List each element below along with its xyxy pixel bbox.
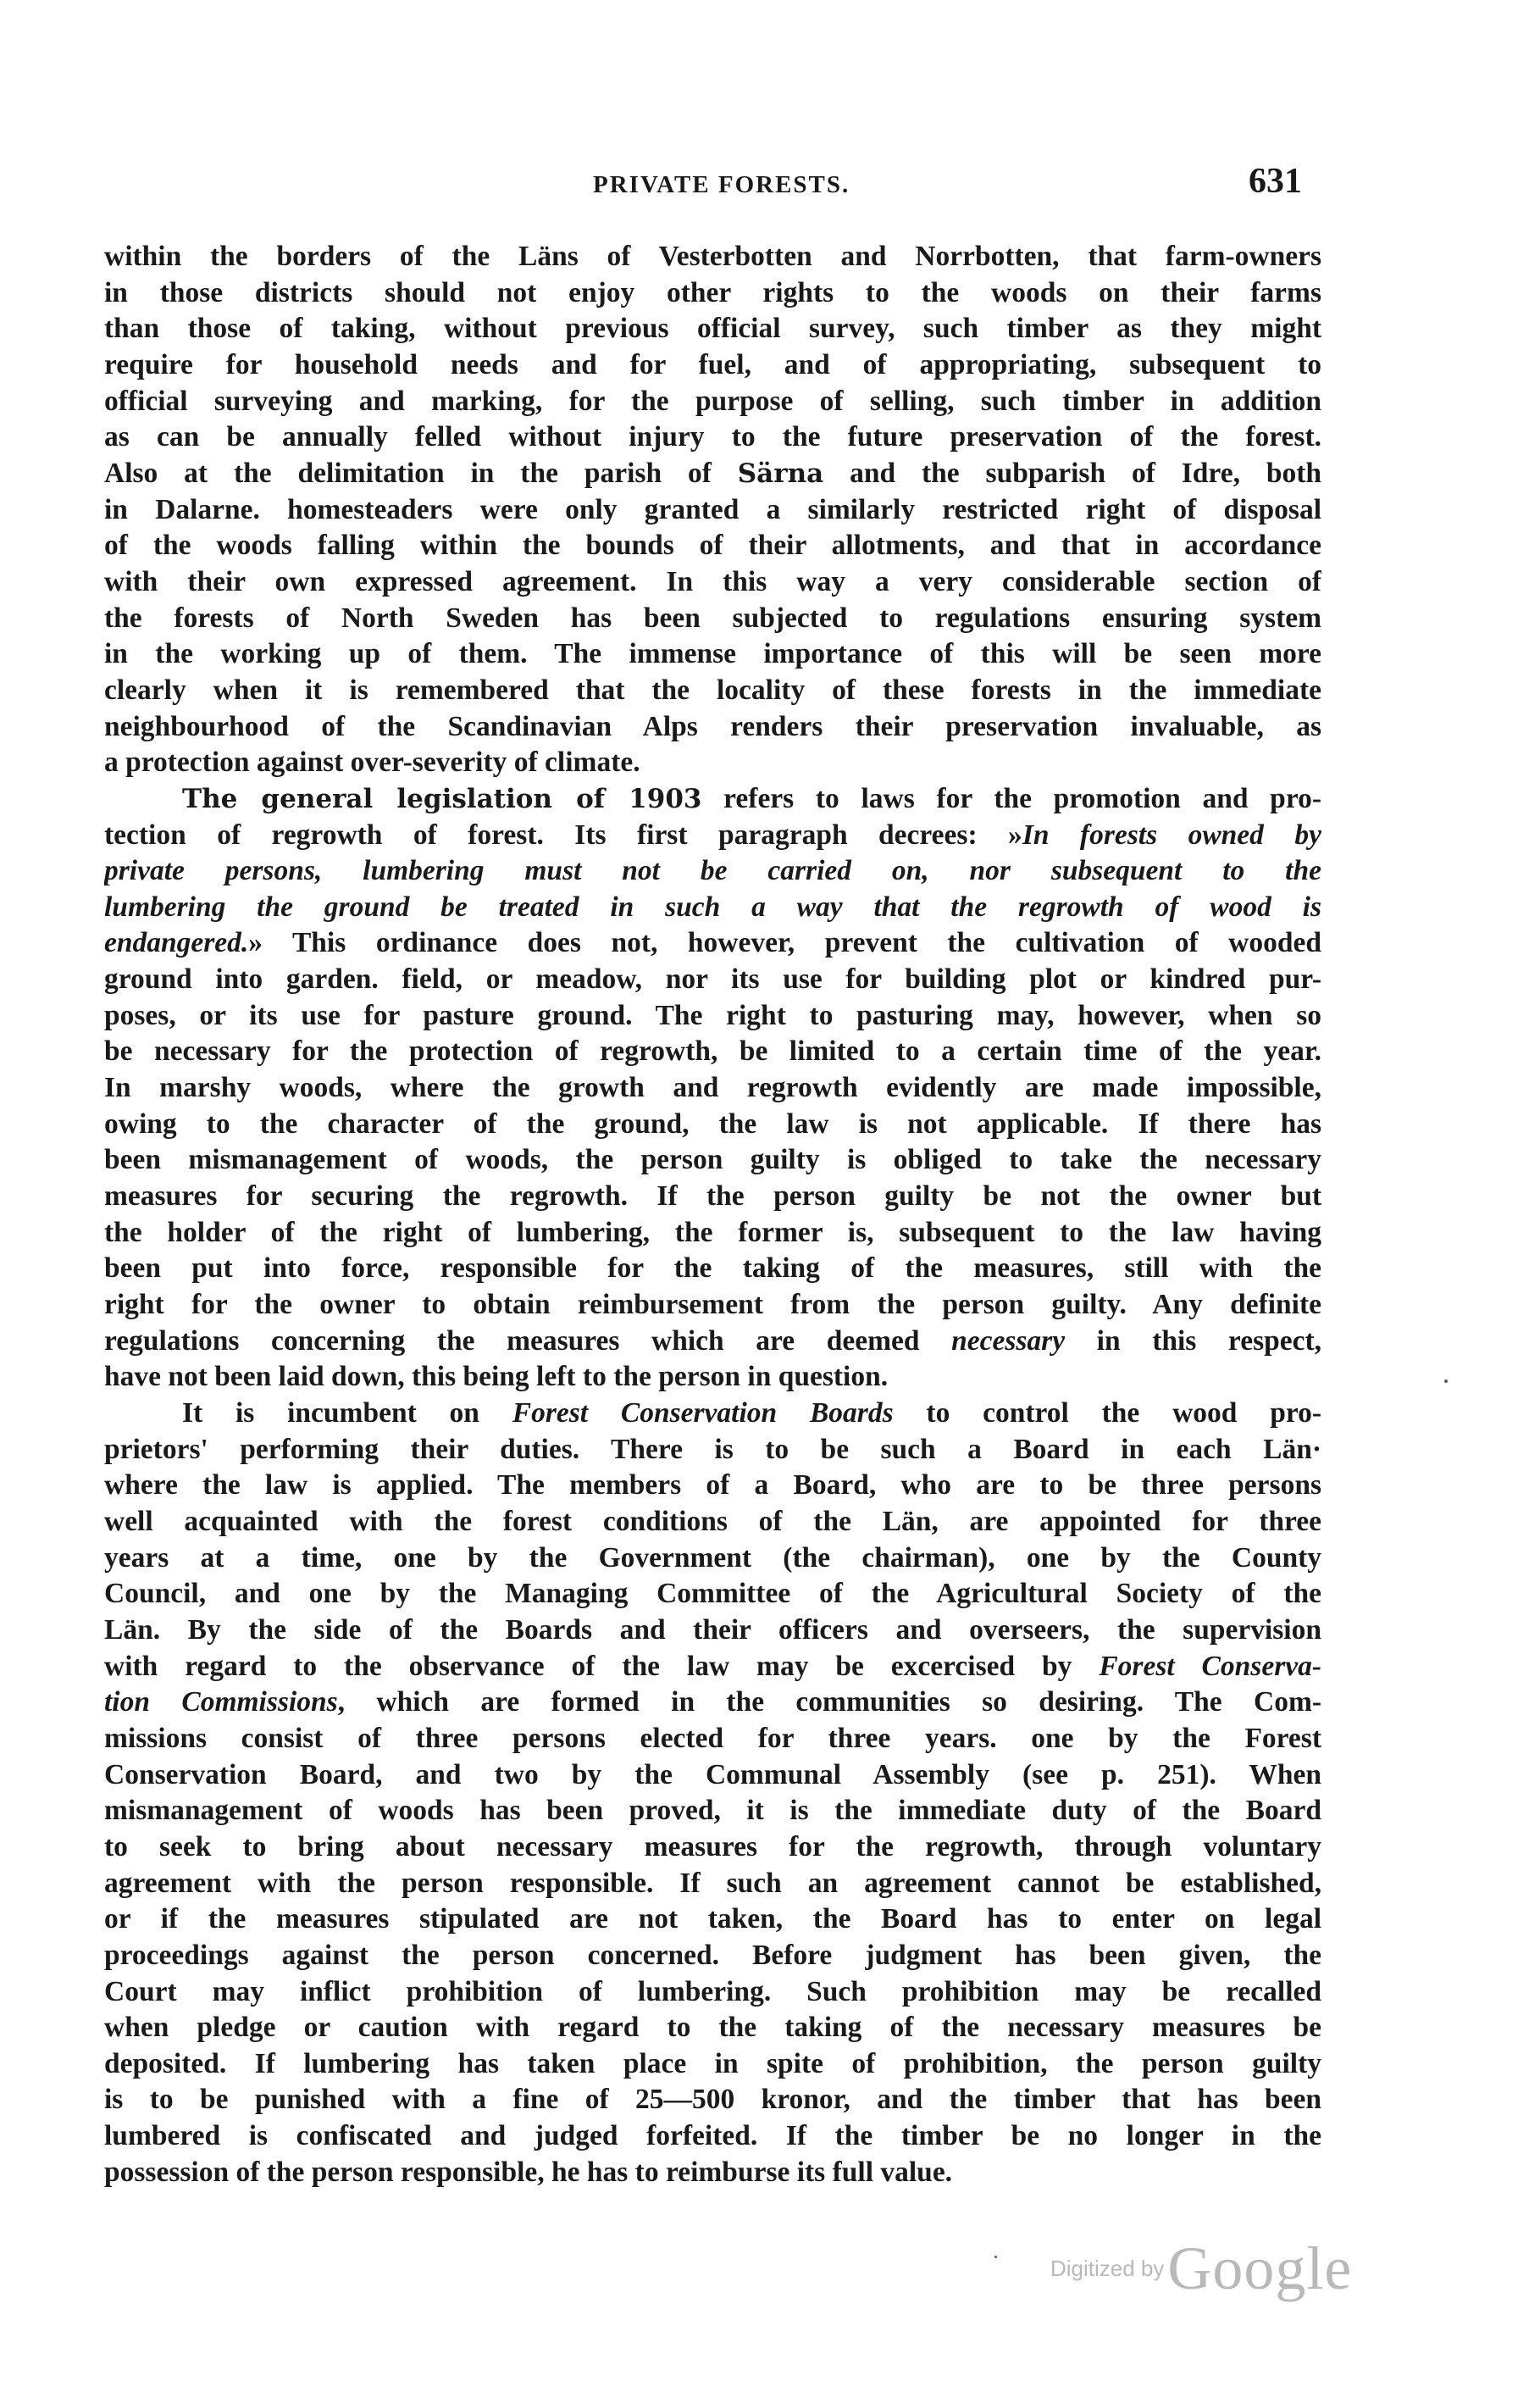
line-text: lumbered is confiscated and judged forfeited. If the timber be no longer in the bbox=[104, 2120, 1321, 2152]
line-text: than those of taking, without previous official survey, such timber as they might bbox=[104, 313, 1321, 345]
text-line bbox=[104, 1504, 1321, 1540]
text-line bbox=[104, 781, 1321, 818]
line-text: tection of regrowth of forest. Its first paragraph decrees: » bbox=[104, 819, 1022, 851]
line-text: a protection against over-severity of climate. bbox=[104, 747, 640, 779]
text-line bbox=[104, 1107, 1321, 1143]
line-text: years at a time, one by the Government (the chairman), one by the County bbox=[104, 1541, 1321, 1574]
line-text: in this respect, bbox=[1065, 1324, 1321, 1357]
line-text: agreement with the person responsible. If such an agreement cannot be established, bbox=[104, 1867, 1321, 1899]
text-line bbox=[104, 998, 1321, 1035]
line-text: be necessary for the protection of regrowth, be limited to a certain time of the year. bbox=[104, 1035, 1321, 1068]
text-line bbox=[104, 1793, 1321, 1829]
line-text: owing to the character of the ground, the law is not applicable. If there has bbox=[104, 1107, 1321, 1140]
line-text: missions consist of three persons elected for three years. one by the Forest bbox=[104, 1722, 1321, 1754]
text-line bbox=[104, 601, 1321, 637]
text-line bbox=[104, 2118, 1321, 2155]
text-line bbox=[104, 1251, 1321, 1287]
line-text: to seek to bring about necessary measures for the regrowth, through voluntary bbox=[104, 1830, 1321, 1862]
line-text: refers to laws for the promotion and pro- bbox=[701, 782, 1321, 814]
text-line bbox=[104, 2155, 1321, 2191]
text-line bbox=[104, 1396, 1321, 1432]
line-text: when pledge or caution with regard to the taking of the necessary measures be bbox=[104, 2012, 1321, 2044]
line-text: to control the wood pro- bbox=[893, 1397, 1321, 1429]
line-text: as can be annually felled without injury to the future preservation of the forest. bbox=[104, 421, 1321, 453]
line-text: the forests of North Sweden has been subjected to regulations ensuring system bbox=[104, 602, 1321, 634]
italic-text: lumbering the ground be treated in such a way that the regrowth of wood is bbox=[104, 891, 1321, 923]
text-line bbox=[104, 1938, 1321, 1974]
italic-text: Forest Conservation Boards bbox=[512, 1397, 894, 1429]
line-text: , which are formed in the communities so desiring. The Com- bbox=[337, 1686, 1321, 1718]
line-text: require for household needs and for fuel, and of appropriating, subsequent to bbox=[104, 348, 1321, 380]
italic-text: endangered. bbox=[104, 927, 249, 959]
line-text: Conservation Board, and two by the Communal Assembly (see p. 251). When bbox=[104, 1758, 1321, 1790]
bold-heading-text: The general legislation of 1903 bbox=[182, 783, 702, 814]
italic-text: tion Commissions bbox=[104, 1686, 338, 1718]
line-text: deposited. If lumbering has taken place in spite of prohibition, the person guilty bbox=[104, 2047, 1321, 2079]
text-line bbox=[104, 745, 1321, 781]
text-line bbox=[104, 1649, 1321, 1685]
italic-text: private persons, lumbering must not be carried on, nor subsequent to the bbox=[104, 855, 1321, 887]
text-line bbox=[104, 853, 1321, 890]
text-line bbox=[104, 1324, 1321, 1360]
text-line bbox=[104, 311, 1321, 347]
text-line bbox=[104, 673, 1321, 709]
text-line bbox=[104, 564, 1321, 601]
text-line bbox=[104, 239, 1321, 275]
google-logo: Google bbox=[1167, 2234, 1353, 2302]
text-line bbox=[104, 1287, 1321, 1324]
text-line bbox=[104, 709, 1321, 746]
text-line bbox=[104, 1034, 1321, 1070]
line-text: well acquainted with the forest conditions of the Län, are appointed for three bbox=[104, 1505, 1321, 1537]
text-line bbox=[104, 1974, 1321, 2011]
line-text: with regard to the observance of the law may be excercised by bbox=[104, 1650, 1100, 1682]
body-text bbox=[104, 239, 1321, 2190]
page-header bbox=[0, 161, 1540, 212]
italic-text: necessary bbox=[951, 1324, 1066, 1357]
text-line bbox=[104, 1757, 1321, 1794]
text-line bbox=[104, 890, 1321, 926]
line-text: in the working up of them. The immense importance of this will be seen more bbox=[104, 638, 1321, 670]
text-line bbox=[104, 2082, 1321, 2118]
line-text: official surveying and marking, for the purpose of selling, such timber in addition bbox=[104, 385, 1321, 417]
running-head: PRIVATE FORESTS. bbox=[593, 171, 850, 198]
text-line bbox=[104, 1721, 1321, 1757]
line-text: where the law is applied. The members of a Board, who are to be three persons bbox=[104, 1469, 1321, 1502]
text-line bbox=[104, 419, 1321, 456]
line-text: Also at the delimitation in the parish of bbox=[104, 457, 738, 489]
line-text: clearly when it is remembered that the locality of these forests in the immediate bbox=[104, 674, 1321, 706]
line-text: in those districts should not enjoy other rights to the woods on their farms bbox=[104, 276, 1321, 308]
text-line bbox=[104, 1215, 1321, 1252]
text-line bbox=[104, 1901, 1321, 1938]
line-text: prietors' performing their duties. There is to be such a Board in each Län· bbox=[104, 1433, 1321, 1465]
italic-text: In forests owned by bbox=[1022, 819, 1321, 851]
line-text: with their own expressed agreement. In this way a very considerable section of bbox=[104, 565, 1321, 597]
line-text: been put into force, responsible for the taking of the measures, still with the bbox=[104, 1252, 1321, 1285]
text-line bbox=[104, 1613, 1321, 1649]
text-line bbox=[104, 636, 1321, 673]
text-line bbox=[104, 1179, 1321, 1215]
text-line bbox=[104, 2010, 1321, 2046]
line-text: neighbourhood of the Scandinavian Alps renders their preservation invaluable, as bbox=[104, 710, 1321, 742]
text-line bbox=[104, 492, 1321, 529]
text-line bbox=[104, 1540, 1321, 1577]
line-text: » This ordinance does not, however, prevent the cultivation of wooded bbox=[248, 927, 1321, 959]
scan-speck bbox=[1444, 1379, 1448, 1383]
text-line bbox=[104, 1576, 1321, 1613]
line-text: It is incumbent on bbox=[182, 1397, 512, 1429]
digitized-by-google-watermark bbox=[1050, 2234, 1353, 2302]
page-number: 631 bbox=[1249, 162, 1302, 201]
scan-speck bbox=[994, 2256, 997, 2258]
line-text: is to be punished with a fine of 25—500 kronor, and the timber that has been bbox=[104, 2084, 1321, 2116]
text-line bbox=[104, 1359, 1321, 1396]
watermark-prefix: Digitized by bbox=[1050, 2256, 1165, 2281]
text-line bbox=[104, 925, 1321, 962]
text-line bbox=[104, 1432, 1321, 1468]
line-text: or if the measures stipulated are not taken, the Board has to enter on legal bbox=[104, 1903, 1321, 1935]
text-line bbox=[104, 275, 1321, 312]
line-text: Council, and one by the Managing Committee of the Agricultural Society of the bbox=[104, 1578, 1321, 1610]
text-line bbox=[104, 1685, 1321, 1721]
text-line bbox=[104, 1866, 1321, 1902]
text-line bbox=[104, 456, 1321, 492]
text-line bbox=[104, 1468, 1321, 1504]
line-text: right for the owner to obtain reimbursement from the person guilty. Any definite bbox=[104, 1289, 1321, 1321]
line-text: been mismanagement of woods, the person guilty is obliged to take the necessary bbox=[104, 1144, 1321, 1176]
text-line bbox=[104, 1070, 1321, 1107]
line-text: possession of the person responsible, he has to reimburse its full value. bbox=[104, 2156, 953, 2188]
text-line bbox=[104, 1829, 1321, 1866]
line-text: poses, or its use for pasture ground. The right to pasturing may, however, when so bbox=[104, 999, 1321, 1031]
line-text: the holder of the right of lumbering, the former is, subsequent to the law having bbox=[104, 1216, 1321, 1248]
line-text: have not been laid down, this being left to the person in question. bbox=[104, 1361, 889, 1393]
text-line bbox=[104, 528, 1321, 564]
line-text: regulations concerning the measures which are deemed bbox=[104, 1324, 952, 1357]
text-line bbox=[104, 818, 1321, 854]
text-line bbox=[104, 2046, 1321, 2083]
line-text: In marshy woods, where the growth and regrowth evidently are made impossible, bbox=[104, 1072, 1321, 1104]
line-text: within the borders of the Läns of Vesterbotten and Norrbotten, that farm-owners bbox=[104, 241, 1321, 272]
line-text: Court may inflict prohibition of lumbering. Such prohibition may be recalled bbox=[104, 1975, 1321, 2007]
text-line bbox=[104, 962, 1321, 998]
text-line bbox=[104, 347, 1321, 384]
line-text: mismanagement of woods has been proved, it is the immediate duty of the Board bbox=[104, 1795, 1321, 1827]
line-text: measures for securing the regrowth. If the person guilty be not the owner but bbox=[104, 1180, 1321, 1213]
line-text: Län. By the side of the Boards and their officers and overseers, the supervision bbox=[104, 1613, 1321, 1646]
italic-text: Forest Conserva- bbox=[1099, 1650, 1321, 1682]
text-line bbox=[104, 1142, 1321, 1179]
line-text: of the woods falling within the bounds of their allotments, and that in accordance bbox=[104, 530, 1321, 562]
bold-heading-text: Särna bbox=[737, 458, 824, 489]
line-text: ground into garden. field, or meadow, nor its use for building plot or kindred pur- bbox=[104, 963, 1321, 996]
text-line bbox=[104, 384, 1321, 420]
line-text: and the subparish of Idre, both bbox=[823, 457, 1321, 489]
line-text: proceedings against the person concerned. Before judgment has been given, the bbox=[104, 1939, 1321, 1971]
line-text: in Dalarne. homesteaders were only granted a similarly restricted right of disposal bbox=[104, 493, 1321, 525]
